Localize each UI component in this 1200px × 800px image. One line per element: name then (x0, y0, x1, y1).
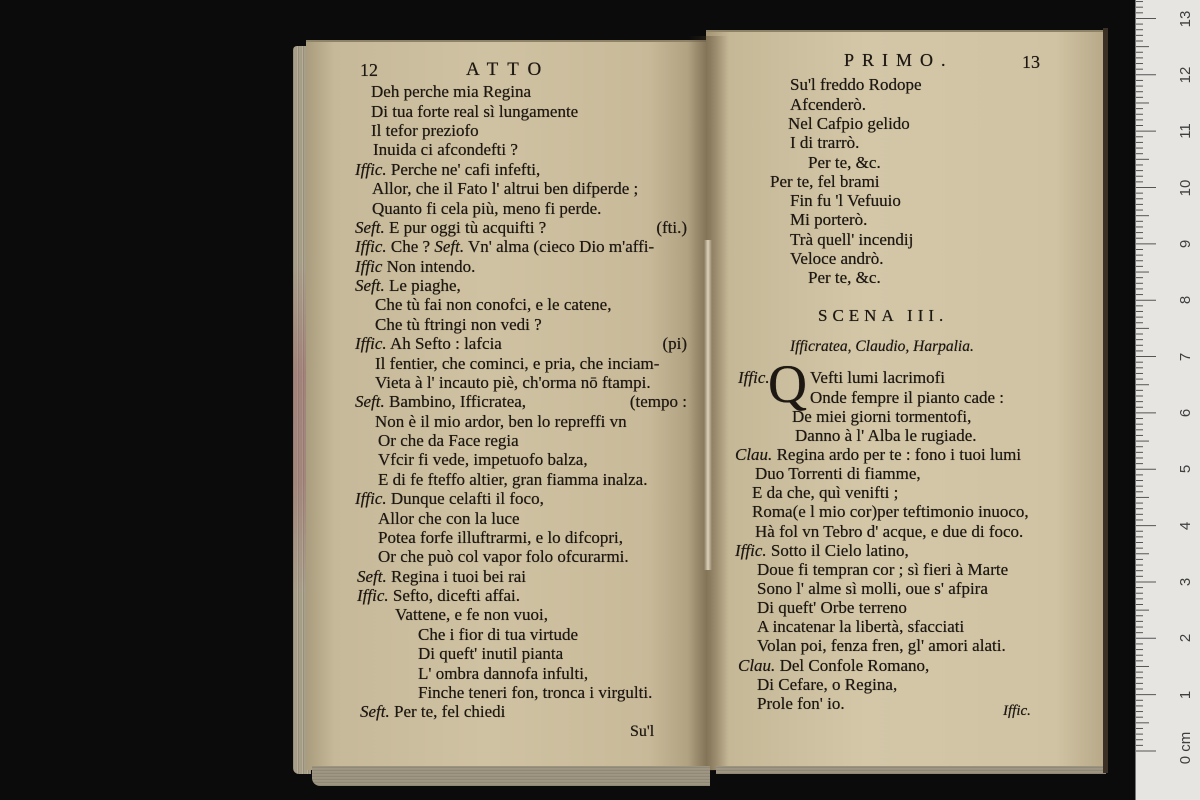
left-page-text (355, 82, 687, 721)
text-line (355, 82, 687, 101)
text-line (765, 210, 1040, 229)
right-page-verse (765, 75, 1040, 287)
ruler-label: 1 (1177, 690, 1194, 699)
ruler-label: 9 (1177, 239, 1194, 248)
text-line (765, 75, 1040, 94)
text-line (765, 153, 1040, 172)
text-line (735, 483, 1040, 502)
line-text: Bambino, Ifficratea, (389, 392, 527, 412)
speaker-label: Seft. (355, 276, 385, 296)
text-line (355, 528, 687, 547)
line-text: Regina ardo per te : fono i tuoi lumi (776, 444, 1022, 464)
text-line (355, 431, 687, 450)
line-text: I di trarrò. (790, 133, 860, 153)
text-line (735, 388, 1040, 407)
line-text: A incatenar la libertà, sfacciati (757, 617, 965, 637)
text-line (735, 464, 1040, 483)
text-line (765, 230, 1040, 249)
scene-characters: Ifficratea, Claudio, Harpalia. (790, 338, 974, 355)
left-running-head: ATTO (466, 59, 551, 80)
line-text: Trà quell' incendij (790, 229, 914, 249)
text-line (355, 489, 687, 508)
drop-cap: Q (768, 354, 807, 414)
line-text: Su'l freddo Rodope (790, 75, 922, 95)
line-content (355, 334, 502, 353)
text-line (735, 368, 1040, 387)
line-text: Le piaghe, (389, 276, 461, 296)
text-line (355, 140, 687, 159)
line-text: Sefto, dicefti affai. (392, 586, 521, 606)
text-line (765, 172, 1040, 191)
line-text: Ah Sefto : lafcia (389, 334, 502, 354)
line-text: Doue fi tempran cor ; sì fieri à Marte (757, 559, 1009, 579)
line-text: Allor che con la luce (378, 508, 520, 528)
line-text: Per te, fel brami (770, 171, 880, 191)
text-line (735, 598, 1040, 617)
text-line (355, 392, 687, 411)
text-line (355, 218, 687, 237)
ruler-label: 6 (1177, 408, 1194, 418)
line-text: Non è il mio ardor, ben lo repreffi vn (375, 411, 627, 431)
line-text: Nel Cafpio gelido (788, 113, 910, 133)
line-text: Inuida ci afcondefti ? (373, 140, 518, 160)
ruler-label: 5 (1177, 465, 1194, 474)
text-line (765, 114, 1040, 133)
scene-title: SCENA III. (818, 306, 949, 325)
line-text: E pur oggi tù acquifti ? (389, 217, 547, 237)
page-edges-bottom-right (716, 766, 1106, 774)
line-text: Volan poi, fenza fren, gl' amori alati. (757, 636, 1006, 656)
line-text: De miei giorni tormentofi, (792, 406, 972, 426)
text-line (735, 541, 1040, 560)
line-text: Il fentier, che cominci, e pria, che inciam- (375, 353, 660, 373)
line-content (355, 237, 654, 256)
line-text: Di Cefare, o Regina, (757, 674, 898, 694)
text-line (355, 179, 687, 198)
line-text: Prole fon' io. (757, 693, 845, 713)
text-line (765, 95, 1040, 114)
text-line (355, 547, 687, 566)
text-line (355, 237, 687, 256)
ruler-label: 3 (1177, 577, 1194, 587)
line-text: Di queft' Orbe terreno (757, 598, 907, 618)
line-content (357, 586, 520, 605)
ruler-label: 0 cm (1177, 731, 1194, 765)
right-page-number: 13 (1022, 52, 1040, 72)
text-line (355, 102, 687, 121)
ruler-label: 2 (1177, 634, 1194, 643)
line-text: Perche ne' cafi infefti, (390, 159, 541, 179)
line-text: Per te, fel chiedi (394, 702, 506, 722)
speaker-label: Iffic. (355, 489, 387, 509)
line-text: Per te, &c. (808, 152, 881, 172)
right-running-head: PRIMO. (844, 50, 954, 70)
text-line (355, 121, 687, 140)
text-line (735, 579, 1040, 598)
line-content (735, 541, 909, 560)
speaker-label: Iffic. (355, 237, 387, 257)
line-text: Che i fior di tua virtude (418, 624, 579, 644)
line-text: Veloce andrò. (790, 249, 884, 269)
speaker-label: Iffic. (355, 159, 387, 179)
text-line (355, 683, 687, 702)
speaker-label: Clau. (735, 444, 773, 464)
line-overflow-tail: (tempo : (629, 392, 687, 412)
line-overflow-tail: (fti.) (656, 217, 687, 237)
line-content (355, 276, 461, 295)
line-overflow-tail: (pi) (662, 334, 687, 354)
line-text: Finche teneri fon, tronca i virgulti. (418, 682, 653, 702)
speaker-label: Seft. (360, 702, 390, 722)
line-text: Il tefor preziofo (371, 121, 479, 141)
speaker-label: Seft. (357, 566, 387, 586)
speaker-label: Seft. (355, 217, 385, 237)
line-text: Mi porterò. (790, 210, 868, 230)
text-line (355, 605, 687, 624)
text-line (355, 702, 687, 721)
text-line (355, 567, 687, 586)
ruler-label: 4 (1177, 521, 1194, 530)
line-text: Or che da Face regia (378, 431, 519, 451)
text-line (735, 617, 1040, 636)
line-text: Che tù fai non conofci, e le catene, (375, 295, 612, 315)
text-line (735, 502, 1040, 521)
speaker-label: Iffic. (738, 368, 770, 388)
right-page-dialogue (735, 368, 1040, 713)
line-text: Deh perche mia Regina (371, 82, 532, 102)
cover-edge-right (1103, 28, 1108, 773)
line-text: Allor, che il Fato l' altrui ben difperde ; (372, 179, 639, 199)
text-line (735, 694, 1040, 713)
line-text: Duo Torrenti di fiamme, (755, 464, 921, 484)
line-text: Quanto fi cela più, meno fi perde. (372, 198, 602, 218)
line-content (735, 445, 1021, 464)
text-line (355, 644, 687, 663)
line-content (357, 567, 526, 586)
line-content (738, 656, 929, 675)
left-page-number: 12 (360, 60, 378, 80)
line-text: Vieta à l' incauto piè, ch'orma nō ftampi. (375, 372, 651, 392)
line-text: Regina i tuoi bei rai (391, 566, 527, 586)
text-line (355, 276, 687, 295)
line-text: Vattene, e fe non vuoi, (395, 605, 548, 625)
text-line (355, 334, 687, 353)
line-text: L' ombra dannofa infulti, (418, 663, 589, 683)
line-content (355, 160, 540, 179)
line-text: Che ? (390, 237, 431, 257)
line-content (355, 218, 546, 237)
line-text: Vfcir fi vede, impetuofo balza, (378, 450, 588, 470)
gutter-crease (704, 240, 712, 570)
line-text: Potea forfe illuftrarmi, e lo difcopri, (378, 527, 623, 547)
line-text: Sotto il Cielo latino, (770, 540, 909, 560)
text-line (355, 257, 687, 276)
line-text: Per te, &c. (808, 268, 881, 288)
speaker-label: Iffic (355, 256, 383, 276)
speaker-label: Seft. (355, 392, 385, 412)
page-edges-bottom-left (312, 766, 710, 786)
text-line (735, 522, 1040, 541)
ruler-label: 11 (1177, 123, 1194, 139)
text-line (355, 354, 687, 373)
ruler-label: 7 (1177, 352, 1194, 361)
line-text: Danno à l' Alba le rugiade. (795, 425, 977, 445)
text-line (735, 445, 1040, 464)
speaker-label: Iffic. (357, 586, 389, 606)
line-text: Vn' alma (cieco Dio m'affi- (468, 237, 655, 257)
text-line (355, 412, 687, 431)
text-line (735, 426, 1040, 445)
text-line (355, 450, 687, 469)
line-content (355, 257, 475, 276)
text-line (355, 373, 687, 392)
line-text: Roma(e l mio cor)per teftimonio inuoco, (752, 502, 1029, 522)
text-line (765, 249, 1040, 268)
text-line (735, 560, 1040, 579)
speaker-label: Clau. (738, 655, 776, 675)
line-text: Fin fu 'l Vefuuio (790, 191, 901, 211)
measurement-ruler (1135, 0, 1200, 800)
line-text: Vefti lumi lacrimofi (810, 368, 946, 388)
line-text: E di fe fteffo altier, gran fiamma inalza. (378, 469, 648, 489)
text-line (355, 470, 687, 489)
right-catchword: Iffic. (1003, 703, 1031, 719)
text-line (735, 407, 1040, 426)
text-line (355, 199, 687, 218)
speaker-label: Iffic. (735, 540, 767, 560)
ruler-label: 10 (1177, 179, 1194, 196)
line-text: Non intendo. (386, 256, 476, 276)
line-text: Or che può col vapor folo ofcurarmi. (378, 547, 629, 567)
line-text: Dunque celafti il foco, (390, 489, 544, 509)
text-line (355, 586, 687, 605)
line-content (360, 702, 505, 721)
speaker-label: Seft. (434, 237, 465, 257)
line-text: Che tù ftringi non vedi ? (375, 314, 542, 334)
ruler-label: 13 (1177, 10, 1194, 27)
left-catchword: Su'l (630, 723, 655, 740)
text-line (355, 295, 687, 314)
line-text: Afcenderò. (790, 94, 866, 114)
text-line (355, 509, 687, 528)
text-line (355, 664, 687, 683)
line-content (355, 392, 526, 411)
line-text: Onde fempre il pianto cade : (810, 387, 1005, 407)
line-text: Hà fol vn Tebro d' acque, e due di foco. (755, 521, 1024, 541)
text-line (765, 268, 1040, 287)
speaker-label: Iffic. (355, 334, 387, 354)
line-text: Del Confole Romano, (779, 655, 930, 675)
line-text: Di queft' inutil pianta (418, 644, 564, 664)
text-line (355, 315, 687, 334)
line-text: Sono l' alme sì molli, oue s' afpira (757, 578, 988, 598)
text-line (735, 656, 1040, 675)
line-content (355, 489, 544, 508)
ruler-label: 8 (1177, 296, 1194, 305)
text-line (735, 636, 1040, 655)
ruler-label: 12 (1177, 66, 1194, 84)
text-line (355, 160, 687, 179)
line-text: Di tua forte real sì lungamente (371, 101, 579, 121)
text-line (355, 625, 687, 644)
line-text: E da che, quì venifti ; (752, 483, 899, 503)
text-line (735, 675, 1040, 694)
text-line (765, 191, 1040, 210)
text-line (765, 133, 1040, 152)
